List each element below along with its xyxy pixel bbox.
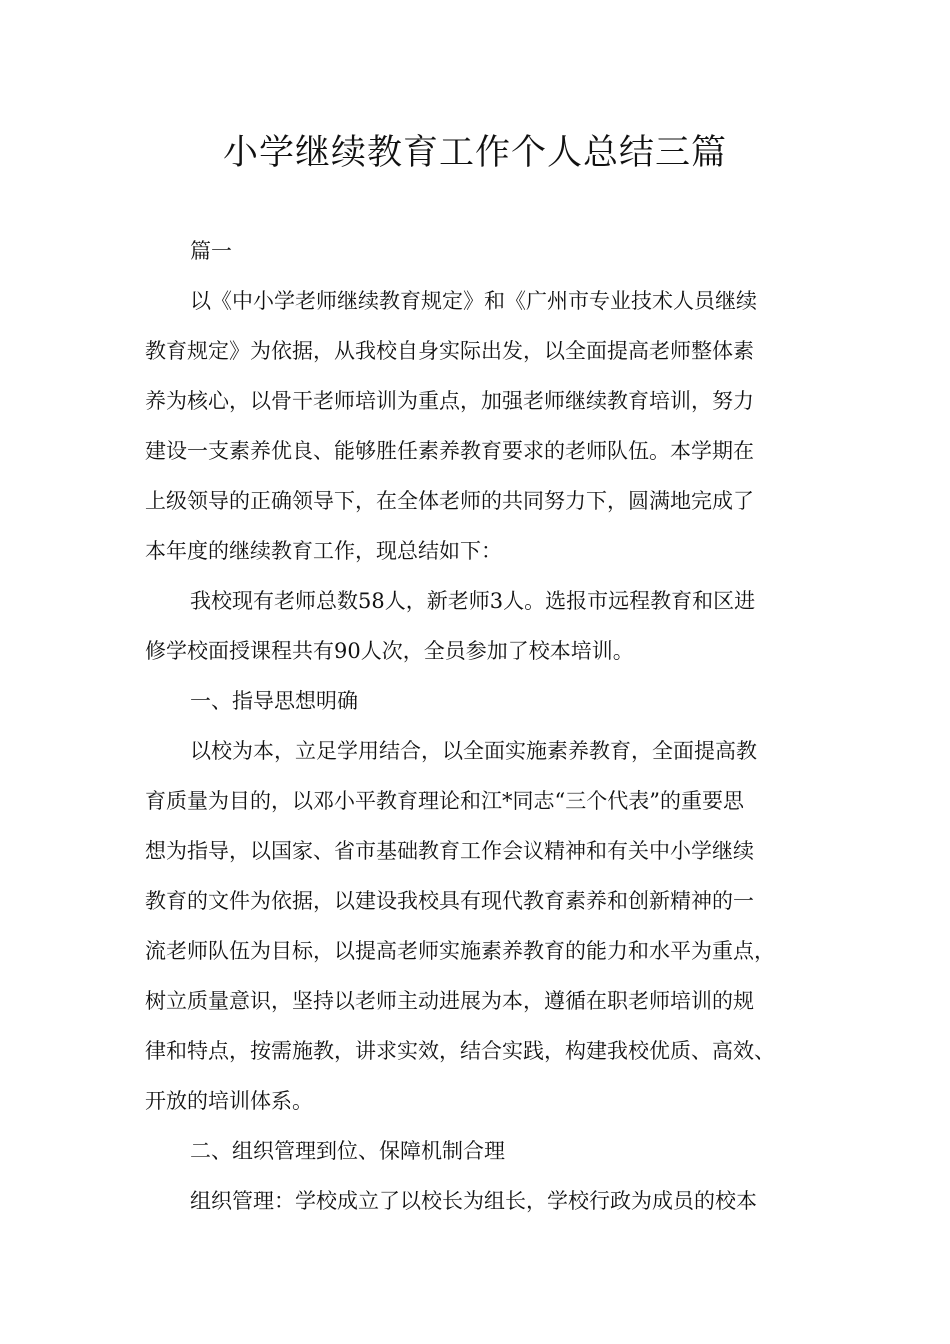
- section-heading: 一、指导思想明确: [190, 689, 358, 713]
- paragraph-line: 流老师队伍为目标，以提高老师实施素养教育的能力和水平为重点，: [145, 939, 775, 963]
- document-title: 小学继续教育工作个人总结三篇: [222, 133, 727, 173]
- paragraph-line: 以校为本，立足学用结合，以全面实施素养教育，全面提高教: [190, 739, 757, 763]
- paragraph-line: 律和特点，按需施教，讲求实效，结合实践，构建我校优质、高效、: [145, 1039, 775, 1063]
- section-heading-part-one: 篇一: [190, 239, 232, 263]
- paragraph-line: 修学校面授课程共有90人次，全员参加了校本培训。: [145, 639, 634, 663]
- paragraph-line: 开放的培训体系。: [145, 1089, 313, 1113]
- paragraph-line: 本年度的继续教育工作，现总结如下：: [145, 539, 502, 563]
- paragraph-line: 育质量为目的，以邓小平教育理论和江*同志“三个代表”的重要思: [145, 789, 744, 813]
- paragraph-line: 上级领导的正确领导下，在全体老师的共同努力下，圆满地完成了: [145, 489, 754, 513]
- paragraph-line: 建设一支素养优良、能够胜任素养教育要求的老师队伍。本学期在: [145, 439, 754, 463]
- paragraph-line: 我校现有老师总数58人，新老师3人。选报市远程教育和区进: [190, 589, 756, 613]
- paragraph-line: 树立质量意识，坚持以老师主动进展为本，遵循在职老师培训的规: [145, 989, 754, 1013]
- paragraph-line: 教育规定》为依据，从我校自身实际出发，以全面提高老师整体素: [145, 339, 754, 363]
- paragraph-line: 想为指导，以国家、省市基础教育工作会议精神和有关中小学继续: [145, 839, 754, 863]
- section-heading: 二、组织管理到位、保障机制合理: [190, 1139, 505, 1163]
- document-body: [145, 226, 825, 1226]
- paragraph-line: 教育的文件为依据，以建设我校具有现代教育素养和创新精神的一: [145, 889, 754, 913]
- paragraph-line: 以《中小学老师继续教育规定》和《广州市专业技术人员继续: [190, 289, 757, 313]
- paragraph-line: 组织管理：学校成立了以校长为组长，学校行政为成员的校本: [190, 1189, 757, 1213]
- paragraph-line: 养为核心，以骨干老师培训为重点，加强老师继续教育培训，努力: [145, 389, 754, 413]
